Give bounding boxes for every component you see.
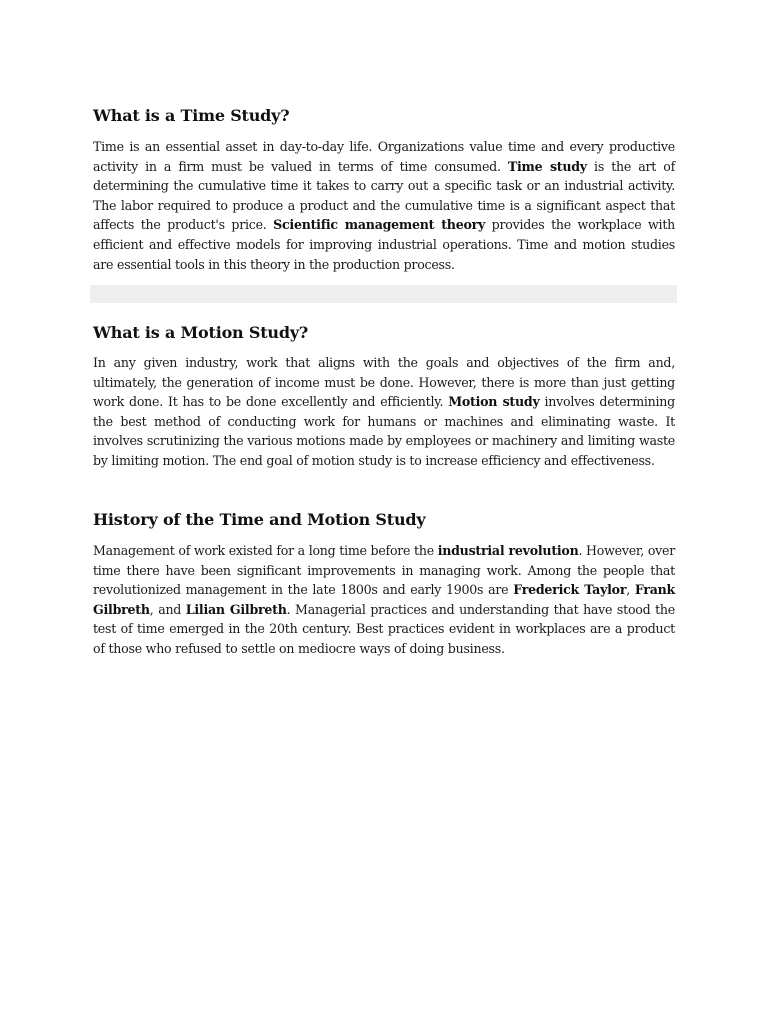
section-paragraph-history [93,541,675,659]
paragraph-text: , [626,582,635,598]
paragraph-text: In any given industry, work that aligns with the goals and objectives of the firm and, ultimately, the generation of income must be done. However, there is more than just getting work done. It has to be done excellently and efficiently. [93,355,675,410]
paragraph-text: . However, over time there have been significant improvements in managing work. Among the people that revolutionized management in the late 1800s and early 1900s are [93,543,675,598]
section-paragraph-time-study [93,137,675,274]
paragraph-text: Management of work existed for a long time before the [93,543,438,558]
bold-term: Frank Gilbreth [93,582,675,617]
paragraph-text: Time is an essential asset in day-to-day life. Organizations value time and every productive activity in a firm must be valued in terms of time consumed. [93,139,675,174]
bold-term: industrial revolution [437,543,579,558]
section-heading-time-study: What is a Time Study? [93,106,290,125]
paragraph-text: is the art of determining the cumulative time it takes to carry out a specific task or an industrial activity. The labor required to produce a product and the cumulative time is a significant aspect that affects the product's price. [93,158,675,233]
bold-term: Lilian Gilbreth [185,601,287,617]
section-paragraph-motion-study [93,353,675,471]
bold-term: Motion study [448,394,540,410]
paragraph-text: . Managerial practices and understanding that have stood the test of time emerged in the 20th century. Best practices evident in workplaces are a product of those who refused to settle on mediocre ways of doing business. [93,601,675,656]
section-heading-history: History of the Time and Motion Study [93,510,426,529]
paragraph-text: , and [149,601,186,617]
section-heading-motion-study: What is a Motion Study? [93,323,309,342]
section-divider-band [90,285,677,303]
paragraph-text: involves determining the best method of conducting work for humans or machines and eliminating waste. It involves scrutinizing the various motions made by employees or machinery and limiting waste by limiting motion. The end goal of motion study is to increase efficiency and effectiveness. [93,394,675,468]
paragraph-text: provides the workplace with efficient and effective models for improving industrial operations. Time and motion studies are essential tools in this theory in the production process. [93,217,675,272]
bold-term: Frederick Taylor [513,582,627,598]
bold-term: Time study [507,158,587,174]
bold-term: Scientific management theory [273,217,486,233]
